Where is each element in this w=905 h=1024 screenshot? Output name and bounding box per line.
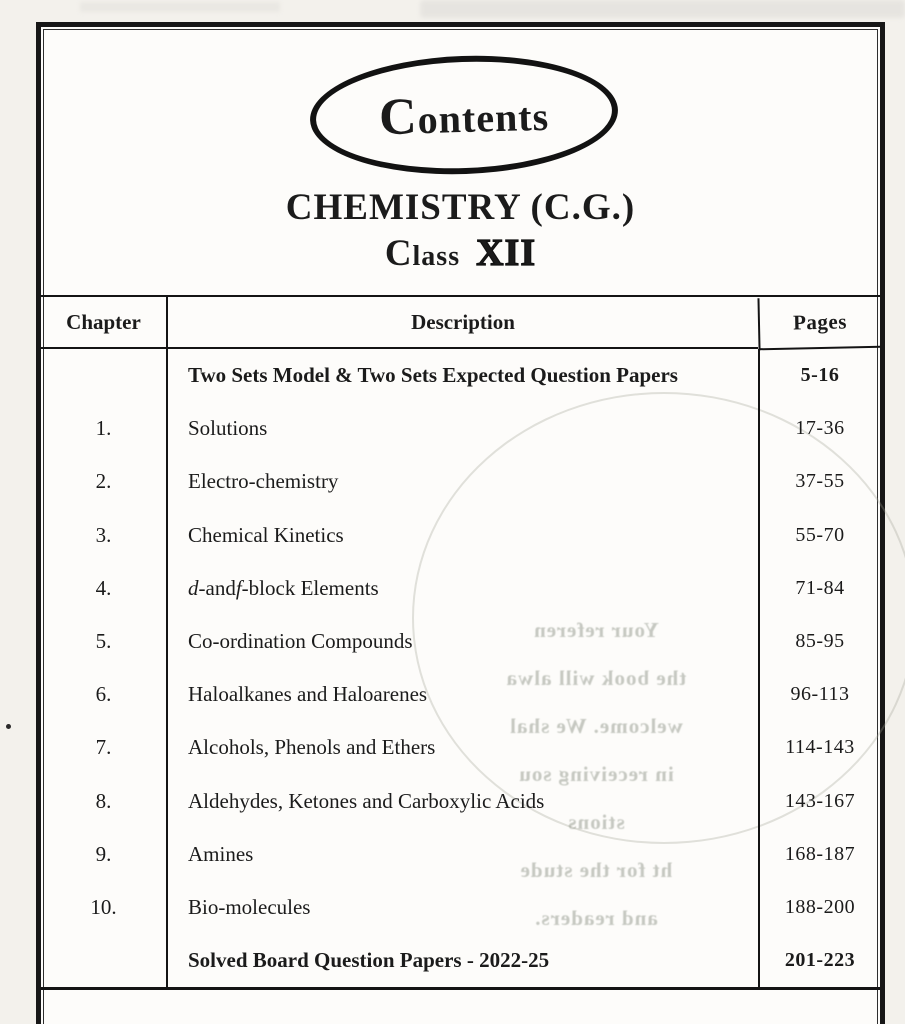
toc-row-chapter	[41, 934, 168, 987]
toc-row-chapter: 8.	[41, 775, 168, 828]
toc-row-description: Aldehydes, Ketones and Carboxylic Acids	[188, 788, 545, 813]
toc-row-pages: 188-200	[758, 881, 880, 934]
showthrough-line: Your referen	[533, 618, 659, 642]
toc-table	[41, 295, 880, 990]
toc-row-description: Co-ordination Compounds	[188, 629, 413, 654]
toc-row-pages: 143-167	[758, 775, 880, 828]
italic-f: f	[235, 575, 242, 600]
toc-row-pages: 71-84	[758, 562, 880, 615]
book-title: CHEMISTRY (C.G.)	[285, 187, 636, 228]
italic-d: d	[188, 575, 199, 600]
toc-header-chapter: Chapter	[41, 297, 168, 349]
showthrough-line: ht for the stude	[519, 858, 673, 882]
toc-row-pages: 85-95	[758, 615, 880, 668]
toc-row-pages: 17-36	[758, 402, 880, 455]
class-roman-numeral: XII	[476, 232, 537, 274]
contents-badge-label: Contents	[378, 87, 550, 146]
toc-header-description: Description	[168, 297, 758, 349]
toc-row-chapter: 5.	[41, 615, 168, 668]
toc-row-description: Amines	[188, 841, 254, 866]
toc-row-pages: 168-187	[758, 828, 880, 881]
toc-row-description: Electro-chemistry	[188, 469, 339, 494]
toc-header-pages: Pages	[757, 296, 880, 351]
toc-row-description: Alcohols, Phenols and Ethers	[188, 735, 436, 760]
toc-row-description: Solved Board Question Papers - 2022-25	[188, 948, 550, 973]
ink-dot	[6, 724, 11, 729]
toc-row-pages: 201-223	[758, 934, 880, 987]
toc-row-pages: 55-70	[758, 509, 880, 562]
toc-row-description: Bio-molecules	[188, 894, 311, 919]
toc-row-pages: 5-16	[758, 349, 880, 402]
toc-row-chapter	[41, 349, 168, 402]
toc-row-chapter: 7.	[41, 721, 168, 774]
scan-smudge	[80, 2, 280, 12]
toc-row-pages: 37-55	[758, 455, 880, 508]
scan-smudge	[420, 0, 905, 18]
showthrough-line: and readers.	[534, 906, 658, 930]
class-word: Class	[384, 232, 461, 273]
toc-row-pages: 114-143	[758, 721, 880, 774]
toc-row-description: d -and f -block Elements	[188, 575, 379, 600]
toc-row-chapter: 2.	[41, 455, 168, 508]
toc-row-chapter: 4.	[41, 562, 168, 615]
toc-row-description: Solutions	[188, 416, 268, 441]
showthrough-line: in receiving sou	[518, 762, 674, 786]
toc-row-pages: 96-113	[758, 668, 880, 721]
toc-row-description: Two Sets Model & Two Sets Expected Question Papers	[188, 363, 678, 388]
toc-row-chapter: 6.	[41, 668, 168, 721]
showthrough-line: the book will alwa	[505, 666, 687, 690]
toc-row-chapter: 1.	[41, 402, 168, 455]
toc-row-description: Haloalkanes and Haloarenes	[188, 682, 428, 707]
toc-row-chapter: 10.	[41, 881, 168, 934]
showthrough-line: welcome. We shal	[509, 714, 683, 738]
toc-row-chapter: 9.	[41, 828, 168, 881]
showthrough-line: stions	[567, 810, 625, 834]
toc-row-description: Chemical Kinetics	[188, 522, 344, 547]
toc-row-chapter: 3.	[41, 509, 168, 562]
class-line	[36, 231, 885, 275]
